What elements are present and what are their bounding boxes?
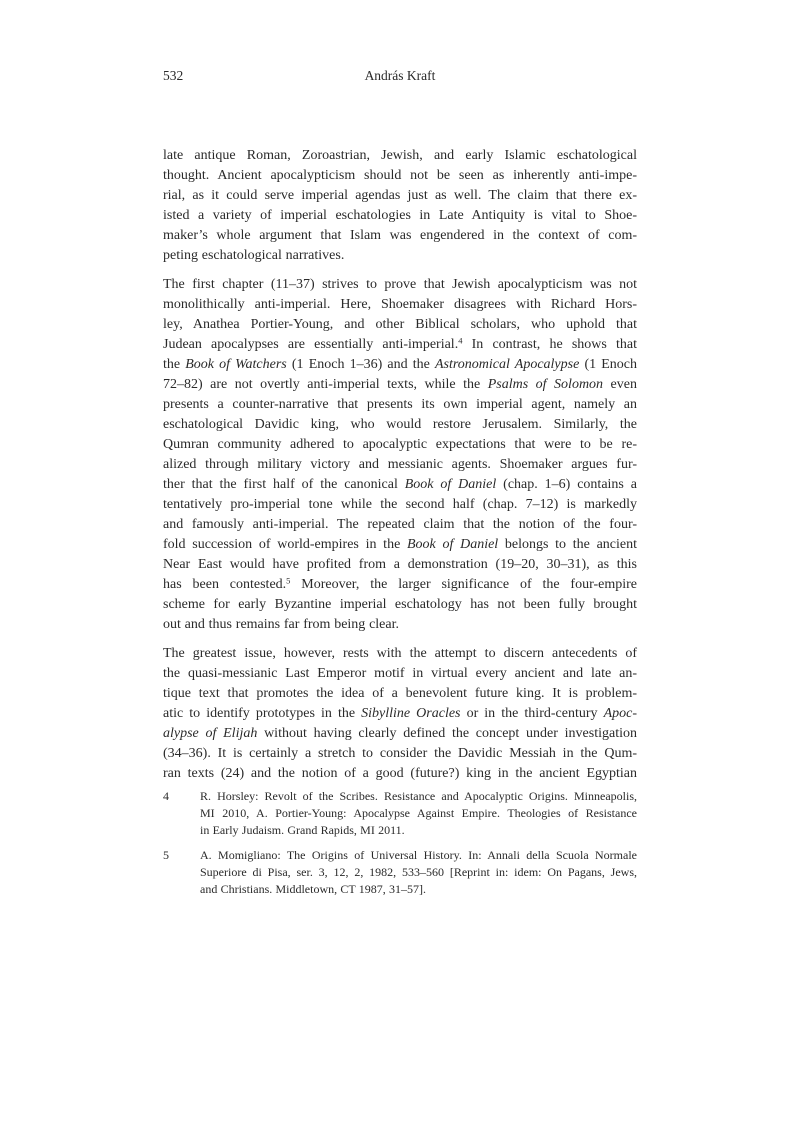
footnote-text [200,847,637,898]
text-line: Near East would have profited from a demonstration (19–20, 30–31), as this [163,557,637,572]
text-line: presents a counter-narrative that presents its own imperial agent, namely an [163,397,637,412]
running-header-author: András Kraft [364,68,436,83]
text-line: late antique Roman, Zoroastrian, Jewish, and early Islamic eschatological [163,148,637,163]
text-line: R. Horsley: Revolt of the Scribes. Resistance and Apocalyptic Origins. Minneapolis, [200,789,637,803]
text-line: in Early Judaism. Grand Rapids, MI 2011. [200,823,405,837]
text-line: out and thus remains far from being clear. [163,617,399,632]
text-line: alized through military victory and messianic agents. Shoemaker argues fur- [163,457,637,472]
text-line: thought. Ancient apocalypticism should not be seen as inherently anti-impe- [163,168,637,183]
text-line: fold succession of world-empires in the Book of Daniel belongs to the ancient [163,537,637,552]
page-number: 532 [163,68,184,83]
text-line: atic to identify prototypes in the Sibylline Oracles or in the third-century Apoc- [163,706,637,721]
paragraph [163,644,637,784]
text-line: tique text that promotes the idea of a benevolent future king. It is problem- [163,686,637,701]
text-line: maker’s whole argument that Islam was engendered in the context of com- [163,228,637,243]
footnote-marker: 5 [163,848,169,862]
text-line: Qumran community adhered to apocalyptic expectations that were to be re- [163,437,637,452]
text-line: and Christians. Middletown, CT 1987, 31–57]. [200,882,426,896]
text-line: and famously anti-imperial. The repeated claim that the notion of the four- [163,517,637,532]
text-line: A. Momigliano: The Origins of Universal History. In: Annali della Scuola Normale [200,848,637,862]
text-line: tentatively pro-imperial tone while the second half (chap. 7–12) is markedly [163,497,637,512]
text-line: Superiore di Pisa, ser. 3, 12, 2, 1982, 533–560 [Reprint in: idem: On Pagans, Jews, [200,865,637,879]
paragraph [163,275,637,635]
text-line: monolithically anti-imperial. Here, Shoemaker disagrees with Richard Hors- [163,297,637,312]
text-line: the quasi-messianic Last Emperor motif in virtual every ancient and late an- [163,666,637,681]
text-line: MI 2010, A. Portier-Young: Apocalypse Against Empire. Theologies of Resistance [200,806,637,820]
footnote [163,788,637,839]
text-line: (34–36). It is certainly a stretch to consider the Davidic Messiah in the Qum- [163,746,637,761]
text-line: isted a variety of imperial eschatologies in Late Antiquity is vital to Shoe- [163,208,637,223]
text-line: ran texts (24) and the notion of a good (future?) king in the ancient Egyptian [163,766,637,781]
text-line: rial, as it could serve imperial agendas just as well. The claim that there ex- [163,188,637,203]
text-line: Judean apocalypses are essentially anti-imperial.$^4$ In contrast, he shows that [163,335,637,352]
footnote [163,847,637,898]
text-line: scheme for early Byzantine imperial eschatology has not been fully brought [163,597,637,612]
text-line: the Book of Watchers (1 Enoch 1–36) and the Astronomical Apocalypse (1 Enoch [163,357,638,372]
text-line: ley, Anathea Portier-Young, and other Biblical scholars, who uphold that [163,317,637,332]
text-line: has been contested.$^5$ Moreover, the larger significance of the four-empire [163,575,637,592]
text-line: ther that the first half of the canonical Book of Daniel (chap. 1–6) contains a [163,477,637,492]
footnote-marker: 4 [163,789,169,803]
text-line: The first chapter (11–37) strives to prove that Jewish apocalypticism was not [163,277,637,292]
footnotes-section [163,788,637,898]
paragraph [163,146,637,266]
running-header [163,67,637,85]
body-text [163,146,637,784]
text-line: 72–82) are not overtly anti-imperial texts, while the Psalms of Solomon even [163,377,637,392]
text-line: eschatological Davidic king, who would restore Jerusalem. Similarly, the [163,417,637,432]
text-line: peting eschatological narratives. [163,248,345,263]
footnote-text [200,788,637,839]
text-line: The greatest issue, however, rests with the attempt to discern antecedents of [163,646,637,661]
text-line: alypse of Elijah without having clearly defined the concept under investigation [163,726,637,741]
